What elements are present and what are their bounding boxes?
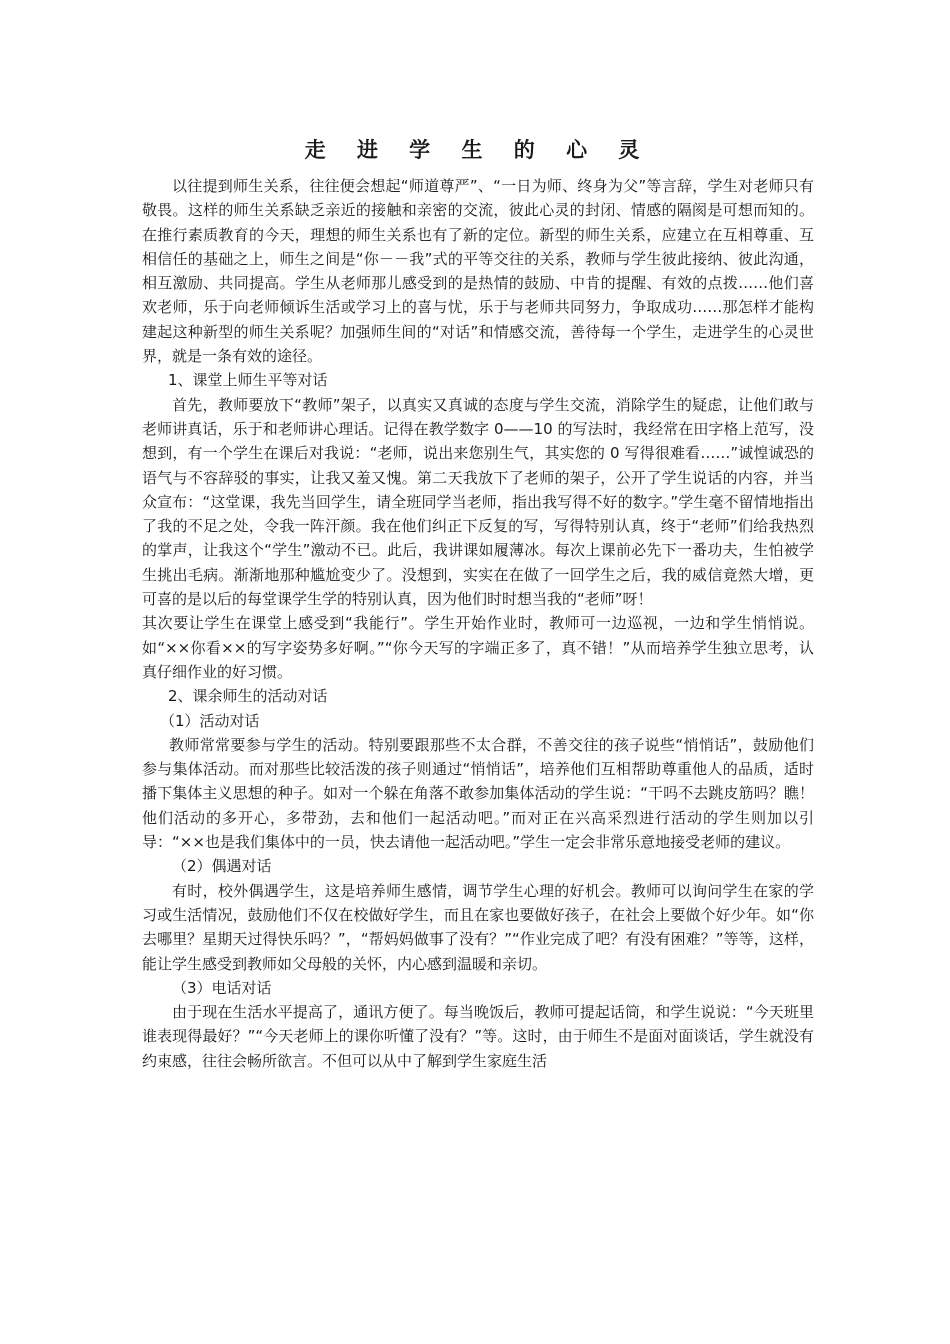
section-1-paragraph-2: 其次要让学生在课堂上感受到“我能行”。学生开始作业时，教师可一边巡视，一边和学生悄悄说。如“××你看××的写字姿势多好啊。”“你今天写的字端正多了，真不错！”从而培养学生独立思考，认真仔细作业的好习惯。 <box>142 614 814 681</box>
subsection-1-heading: （1）活动对话 <box>160 711 260 730</box>
section-1-paragraph-1: 首先，教师要放下“教师”架子，以真实又真诚的态度与学生交流，消除学生的疑虑，让他们敢与老师讲真话，乐于和老师讲心理话。记得在教学数字 0——10 的写法时，我经常在田字格上范写，没想到，有一个学生在课后对我说：“老师，说出来您别生气，其实您的 0 写得很难看……”诚惶诚恐的语气与不容辞驳的事实，让我又羞又愧。第二天我放下了老师的架子，公开了学生说话的内容，并当众宣布：“这堂课，我先当回学生，请全班同学当老师，指出我写得不好的数字。”学生毫不留情地指出了我的不足之处，令我一阵汗颜。我在他们纠正下反复的写，写得特别认真，终于“老师”们给我热烈的掌声，让我这个“学生”激动不已。此后，我讲课如履薄冰。每次上课前必先下一番功夫，生怕被学生挑出毛病。渐渐地那种尴尬变少了。没想到，实实在在做了一回学生之后，我的威信竟然大增，更可喜的是以后的每堂课学生学的特别认真，因为他们时时想当我的“老师”呀！ <box>142 395 814 609</box>
document-page <box>142 130 814 1073</box>
subsection-3-paragraph: 由于现在生活水平提高了，通讯方便了。每当晚饭后，教师可提起话筒，和学生说说：“今天班里谁表现得最好？”“今天老师上的课你听懂了没有？”等。这时，由于师生不是面对面谈话，学生就没有约束感，往往会畅所欲言。不但可以从中了解到学生家庭生活 <box>142 1003 814 1070</box>
section-1-heading: 1、课堂上师生平等对话 <box>168 371 328 390</box>
subsection-3-heading: （3）电话对话 <box>172 978 272 997</box>
subsection-1-paragraph: 教师常常要参与学生的活动。特别要跟那些不太合群，不善交往的孩子说些“悄悄话”，鼓励他们参与集体活动。而对那些比较活泼的孩子则通过“悄悄话”，培养他们互相帮助尊重他人的品质，适时播下集体主义思想的种子。如对一个躲在角落不敢参加集体活动的学生说：“干吗不去跳皮筋吗？瞧！他们活动的多开心，多带劲，去和他们一起活动吧。”而对正在兴高采烈进行活动的学生则加以引导：“××也是我们集体中的一员，快去请他一起活动吧。”学生一定会非常乐意地接受老师的建议。 <box>142 735 814 852</box>
intro-paragraph: 以往提到师生关系，往往便会想起“师道尊严”、“一日为师、终身为父”等言辞，学生对老师只有敬畏。这样的师生关系缺乏亲近的接触和亲密的交流，彼此心灵的封闭、情感的隔阂是可想而知的。在推行素质教育的今天，理想的师生关系也有了新的定位。新型的师生关系，应建立在互相尊重、互相信任的基础之上，师生之间是“你－－我”式的平等交往的关系，教师与学生彼此接纳、彼此沟通，相互激励、共同提高。学生从老师那儿感受到的是热情的鼓励、中肯的提醒、有效的点拨……他们喜欢老师，乐于向老师倾诉生活或学习上的喜与忧，乐于与老师共同努力，争取成功……那怎样才能构建起这种新型的师生关系呢？加强师生间的“对话”和情感交流，善待每一个学生，走进学生的心灵世界，就是一条有效的途径。 <box>142 177 814 366</box>
section-2-heading: 2、课余师生的活动对话 <box>168 687 328 706</box>
document-title: 走 进 学 生 的 心 灵 <box>304 138 652 162</box>
subsection-2-paragraph: 有时，校外偶遇学生，这是培养师生感情，调节学生心理的好机会。教师可以询问学生在家的学习或生活情况，鼓励他们不仅在校做好学生，而且在家也要做好孩子，在社会上要做个好少年。如“你去哪里？星期天过得快乐吗？”，“帮妈妈做事了没有？”“作业完成了吧？有没有困难？”等等，这样，能让学生感受到教师如父母般的关怀，内心感到温暖和亲切。 <box>142 881 814 973</box>
subsection-2-heading: （2）偶遇对话 <box>172 857 272 876</box>
